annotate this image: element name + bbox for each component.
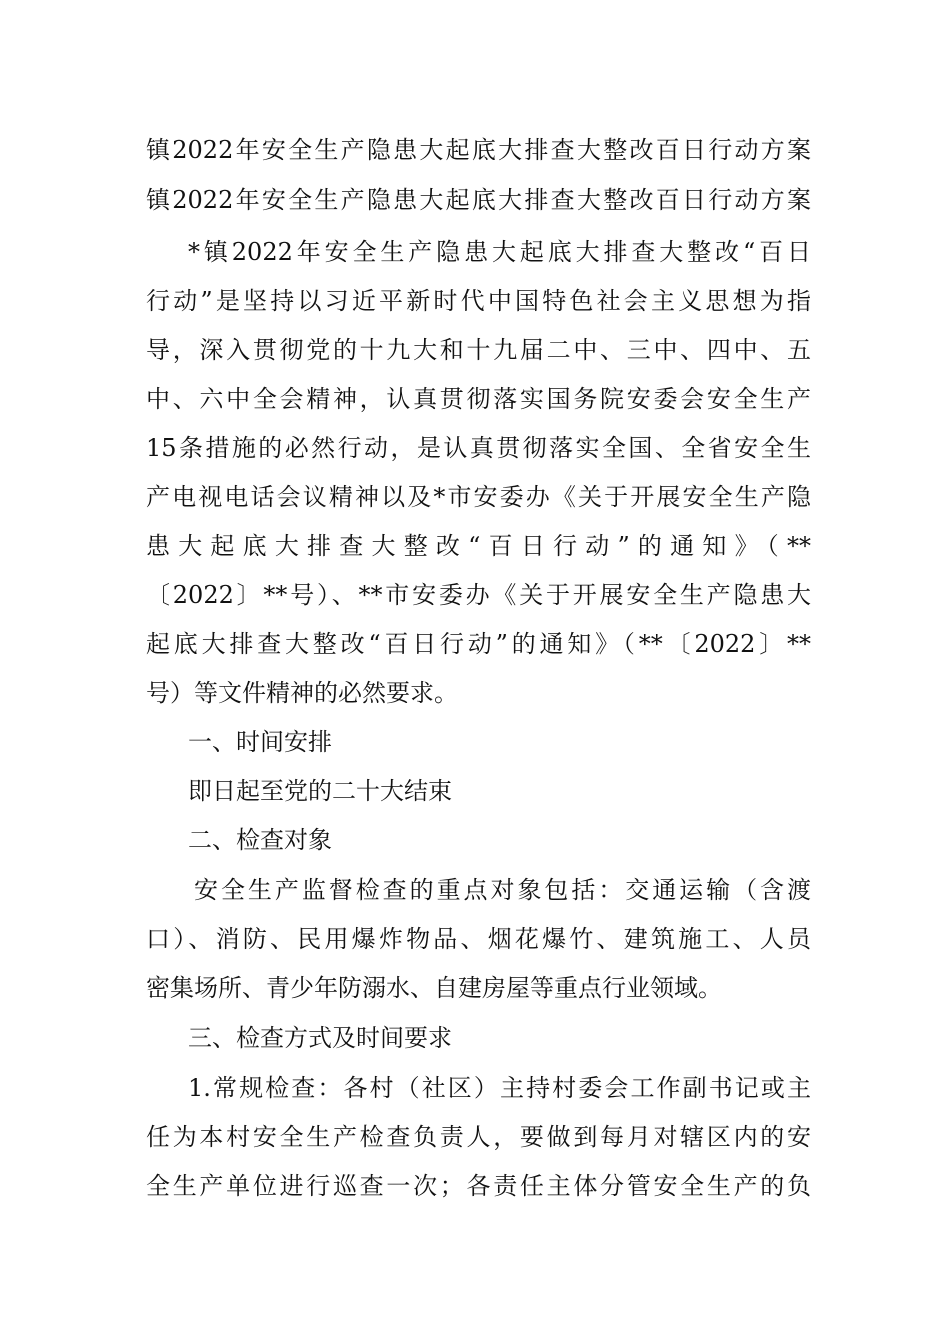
body-line: 安全生产监督检查的重点对象包括：交通运输（含渡 xyxy=(194,876,811,904)
body-line: 中、六中全会精神，认真贯彻落实国务院安委会安全生产 xyxy=(146,385,811,413)
body-line: 起底大排查大整改“百日行动”的通知》（**〔2022〕** xyxy=(146,630,811,658)
body-line: 密集场所、青少年防溺水、自建房屋等重点行业领域。 xyxy=(146,974,722,1002)
body-line: 行动”是坚持以习近平新时代中国特色社会主义思想为指 xyxy=(146,287,811,315)
body-line: 全生产单位进行巡查一次；各责任主体分管安全生产的负 xyxy=(146,1172,811,1200)
body-line: *镇2022年安全生产隐患大起底大排查大整改“百日 xyxy=(188,238,811,266)
section-heading: 三、检查方式及时间要求 xyxy=(188,1024,452,1052)
body-line: 15条措施的必然行动，是认真贯彻落实全国、全省安全生 xyxy=(146,434,811,462)
body-line: 产电视电话会议精神以及*市安委办《关于开展安全生产隐 xyxy=(146,483,811,511)
body-line: 患大起底大排查大整改“百日行动”的通知》（** xyxy=(146,532,811,560)
body-line: 号）等文件精神的必然要求。 xyxy=(146,679,458,707)
body-line: 任为本村安全生产检查负责人，要做到每月对辖区内的安 xyxy=(146,1123,811,1151)
document-title: 镇2022年安全生产隐患大起底大排查大整改百日行动方案 xyxy=(146,136,811,164)
body-line: 导，深入贯彻党的十九大和十九届二中、三中、四中、五 xyxy=(146,336,811,364)
body-line: 即日起至党的二十大结束 xyxy=(188,777,452,805)
body-line: 口）、消防、民用爆炸物品、烟花爆竹、建筑施工、人员 xyxy=(146,925,811,953)
document-title-repeat: 镇2022年安全生产隐患大起底大排查大整改百日行动方案 xyxy=(146,186,811,214)
body-line: 〔2022〕**号）、**市安委办《关于开展安全生产隐患大 xyxy=(146,581,811,609)
body-line: 1.常规检查：各村（社区）主持村委会工作副书记或主 xyxy=(188,1074,811,1102)
section-heading: 二、检查对象 xyxy=(188,826,332,854)
section-heading: 一、时间安排 xyxy=(188,728,332,756)
